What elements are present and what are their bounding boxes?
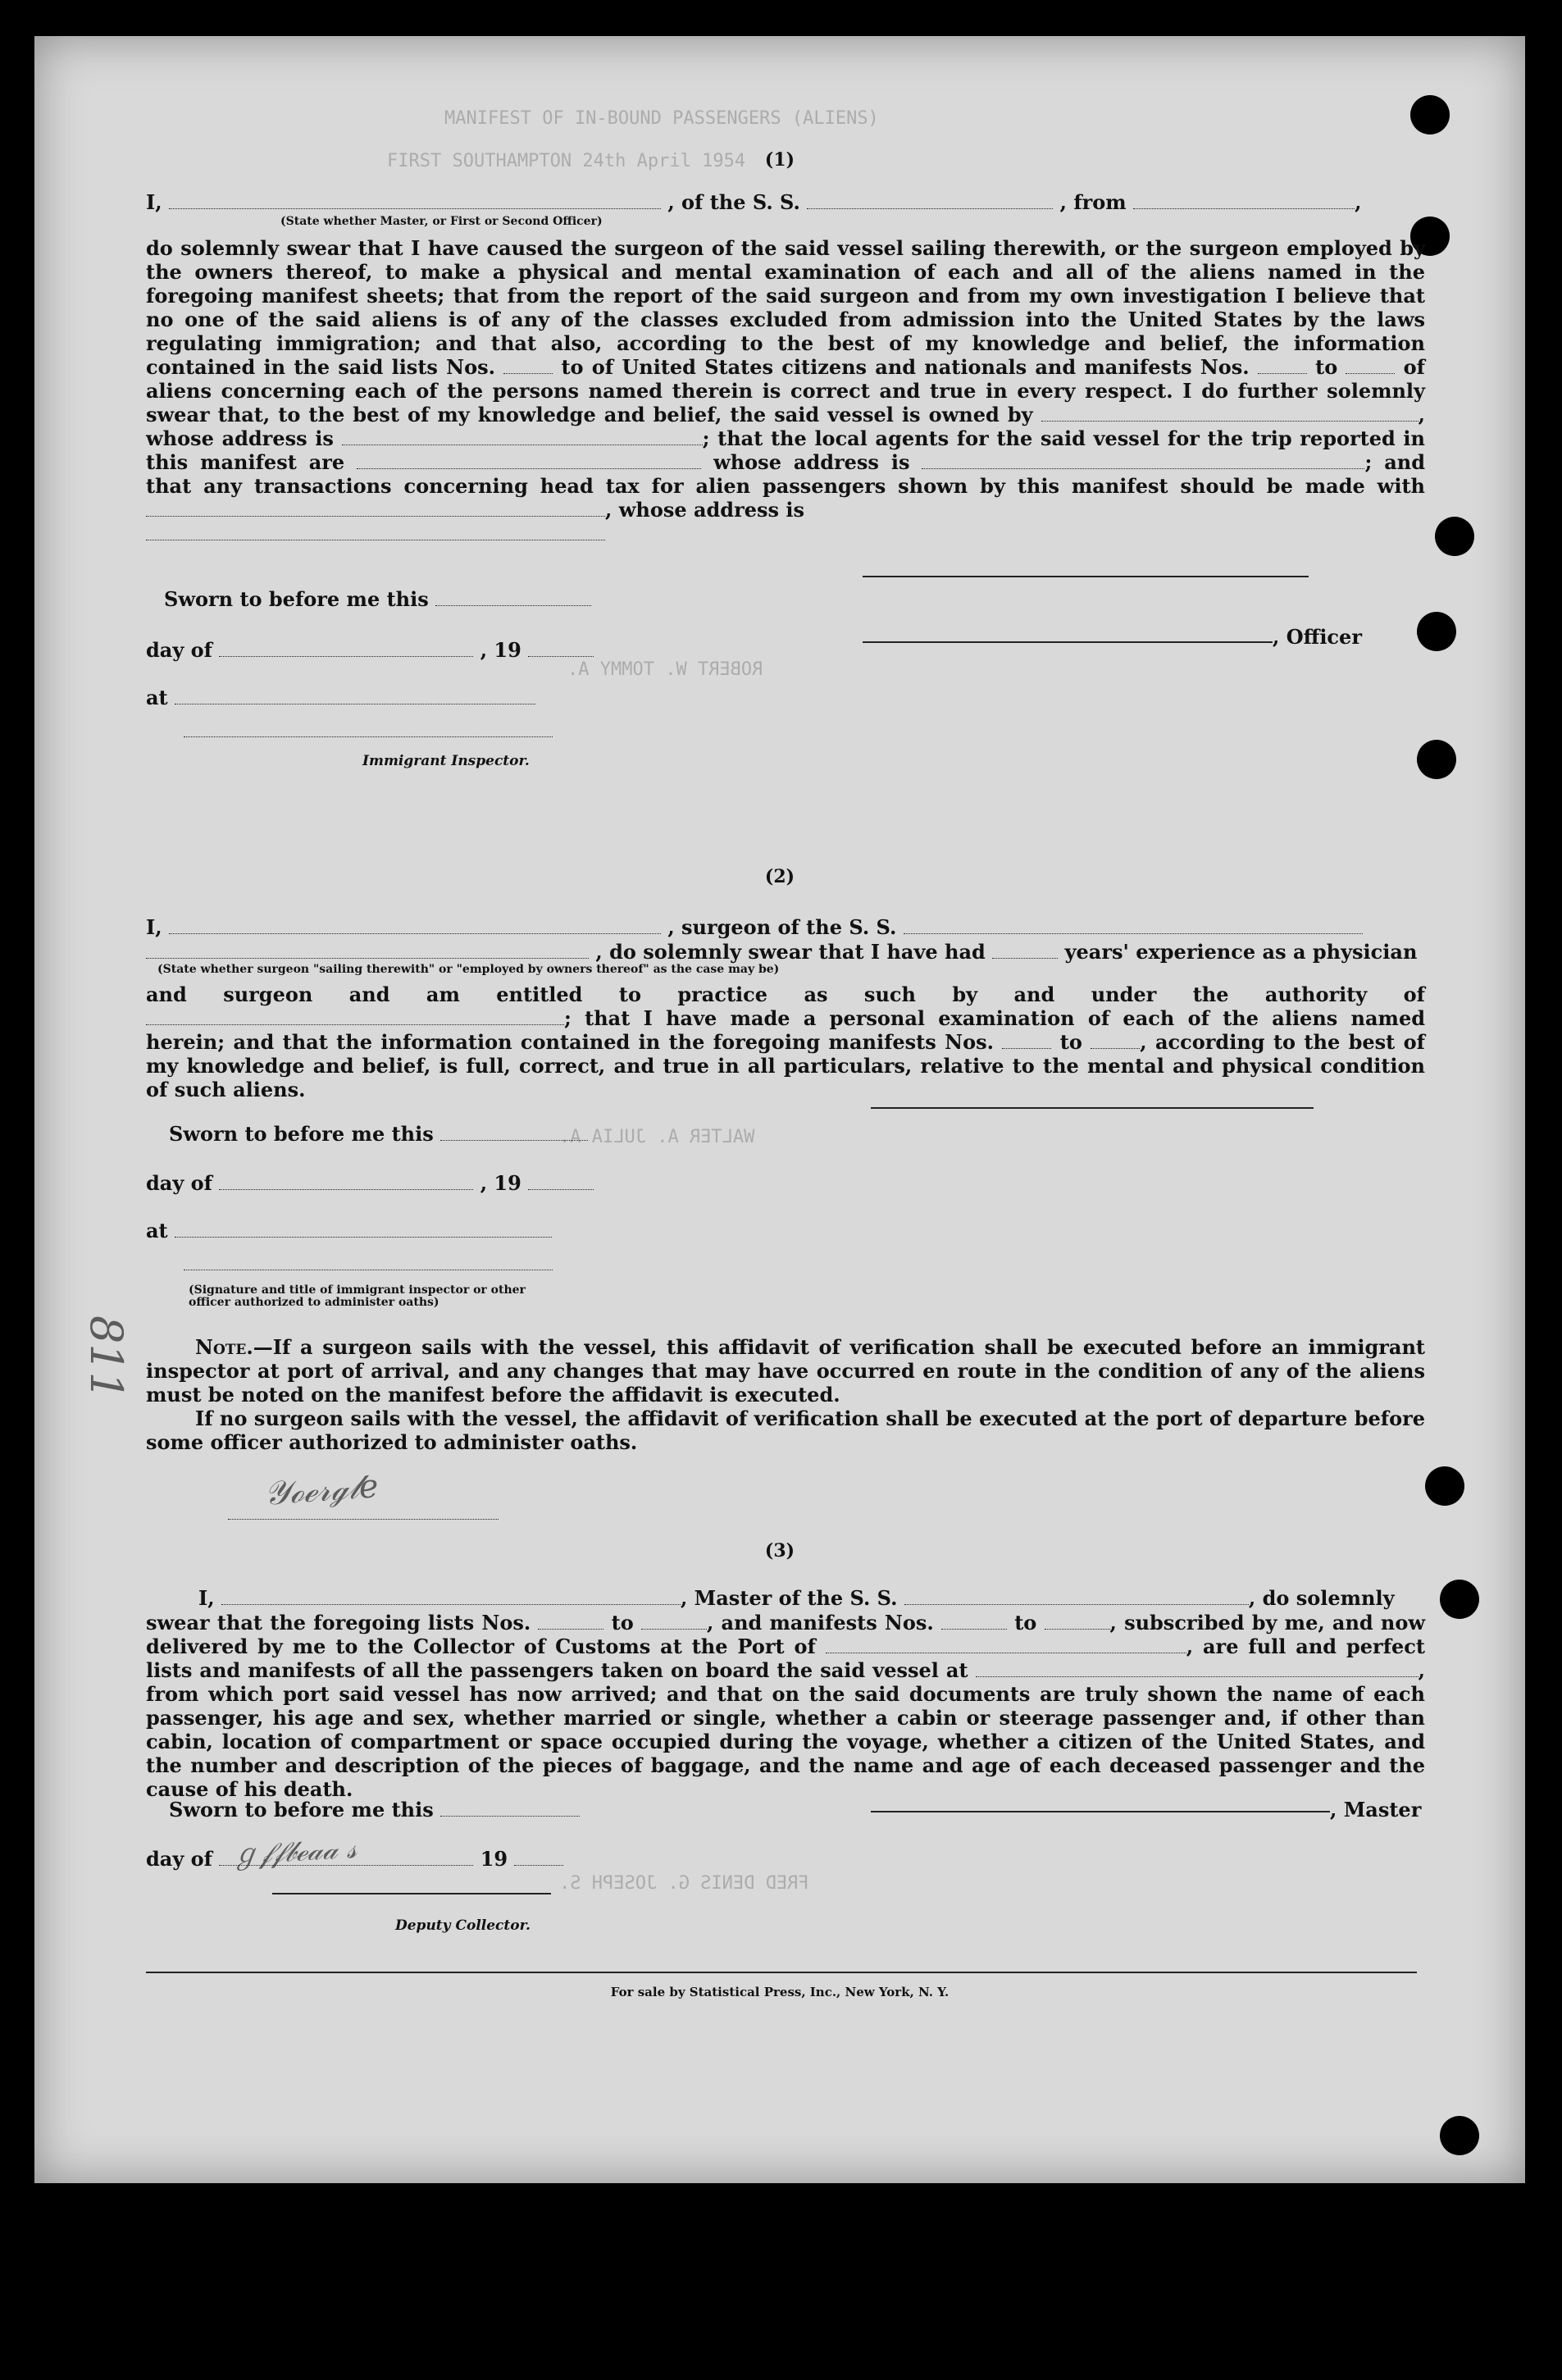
sworn-row-2 bbox=[169, 1122, 588, 1146]
section-1-body: do solemnly swear that I have caused the surgeon of the said vessel sailing therewith, or the surgeon employed by the owners thereof, to make a physical and mental examination of each and all of the aliens named in the foregoing manifest sheets; that from the report of the said surgeon and from my own investigation I believe that no one of the said aliens is of any of the classes excluded from admission into the United States by the laws regulating immigration; and that also, according to the best of my knowledge and belief, the information contained in the said lists Nos. to of United States citizens and nationals and manifests Nos. to of aliens concerning each of the persons named therein is correct and true in every respect. I do further solemnly swear that, to the best of my knowledge and belief, the said vessel is owned by , whose address is ; that the local agents for the said vessel for the trip reported in this manifest are whose address is ; and that any transactions concerning head tax for alien passengers shown by this manifest should be made with , whose address is bbox=[146, 236, 1426, 522]
sworn-day-field-3 bbox=[440, 1801, 580, 1817]
year-field-3 bbox=[514, 1850, 563, 1866]
section-3-body bbox=[146, 1611, 1425, 1801]
label-surgeon-of: , surgeon of the S. S. bbox=[667, 915, 897, 939]
punch-hole bbox=[1417, 612, 1456, 651]
surgeon-manifest-from bbox=[1002, 1033, 1051, 1049]
punch-hole bbox=[1440, 1580, 1479, 1619]
note-paragraph bbox=[146, 1335, 1425, 1454]
surgeon-type-field bbox=[146, 943, 589, 959]
section-2-number: (2) bbox=[764, 866, 795, 887]
agents-address-field bbox=[922, 454, 1364, 469]
year-field bbox=[528, 641, 594, 657]
punch-hole bbox=[1435, 517, 1474, 556]
section-1-line-1: I, , of the S. S. , from , bbox=[146, 190, 1362, 214]
signature-dotted-line bbox=[228, 1519, 499, 1520]
label-19: , 19 bbox=[480, 638, 521, 662]
manifest-no-to bbox=[1346, 358, 1395, 374]
at-row-1 bbox=[146, 686, 535, 709]
day-of-field bbox=[219, 641, 473, 657]
section-1-citizens-text: of United States citizens and nationals and manifests Nos. bbox=[591, 355, 1250, 379]
handwritten-date: ℊ𝒻𝒻𝒷ℯ𝒶𝒶 𝓈 bbox=[230, 1832, 357, 1872]
label-i: I, bbox=[146, 190, 162, 214]
master-label: , Master bbox=[1330, 1798, 1422, 1821]
owner-address-field bbox=[342, 430, 703, 445]
officer-label: , Officer bbox=[1273, 625, 1362, 649]
margin-handwritten-number: 811 bbox=[80, 1315, 133, 1401]
footer-rule bbox=[146, 1972, 1417, 1973]
label-from: , from bbox=[1059, 190, 1127, 214]
years-field bbox=[992, 943, 1058, 959]
section-2-text-3: , according to the best of my knowledge and belief, is full, correct, and true in all particulars, relative to the mental and physical condition of such aliens. bbox=[146, 1030, 1425, 1101]
label-to: to bbox=[611, 1611, 634, 1635]
punch-hole bbox=[1410, 95, 1450, 135]
section-2-line-1 bbox=[146, 915, 1363, 939]
section-1-number: (1) bbox=[764, 149, 795, 171]
label-sworn: Sworn to before me this bbox=[169, 1798, 434, 1821]
owner-field bbox=[1041, 406, 1419, 422]
at-row-2 bbox=[146, 1219, 552, 1242]
day-of-field-2 bbox=[219, 1174, 473, 1190]
surgeon-note: (State whether surgeon "sailing therewith" or "employed by owners thereof" as the case may be) bbox=[157, 963, 780, 976]
day-of-row-1 bbox=[146, 638, 594, 662]
deputy-signature-line bbox=[272, 1893, 551, 1894]
note-label: Note. bbox=[195, 1335, 253, 1359]
label-day-of: day of bbox=[146, 1171, 212, 1195]
punch-hole bbox=[1417, 740, 1456, 779]
sworn-row-1 bbox=[164, 587, 591, 611]
list-no-from bbox=[503, 358, 553, 374]
from-port-field bbox=[1133, 194, 1355, 209]
footer-printer-credit: For sale by Statistical Press, Inc., New York, N. Y. bbox=[610, 1985, 949, 1999]
deputy-collector-label: Deputy Collector. bbox=[395, 1917, 531, 1934]
bleed-through-text: FRED DENIS G. JOSEPH S. bbox=[559, 1873, 809, 1894]
officer-note: (State whether Master, or First or Second Officer) bbox=[280, 215, 603, 228]
section-2-text-2: that I have made a personal examination of each of the aliens named herein; and that the information contained in the foregoing manifests Nos. bbox=[146, 1006, 1426, 1054]
handwritten-signature: 𝒴ℴℯ𝓇ℊ𝓁𝑒 bbox=[262, 1467, 380, 1513]
lists-from bbox=[538, 1614, 603, 1630]
section-3-text-4: port said vessel has now arrived; and that on the said documents are truly shown the name of each passenger, his age and sex, whether married or single, whether a cabin or steerage passenger and, if other than cabin, location of compartment or space occupied during the voyage, whether a citizen of the United States, and the number and description of the pieces of baggage, and the name and age of each deceased passenger and the cause of his death. bbox=[146, 1682, 1425, 1801]
label-years: years' experience as a physician bbox=[1064, 940, 1418, 964]
label-i: I, bbox=[146, 915, 162, 939]
label-sworn: Sworn to before me this bbox=[164, 587, 429, 611]
section-2-line-2 bbox=[146, 940, 1417, 964]
label-do-solemnly: , do solemnly bbox=[1248, 1586, 1395, 1610]
vessel-name-field bbox=[807, 194, 1053, 209]
master-signature-line bbox=[871, 1811, 1330, 1812]
surgeon-vessel-field bbox=[904, 919, 1363, 934]
sworn-day-field-2 bbox=[440, 1125, 588, 1141]
agents-field bbox=[357, 454, 701, 469]
note-text: —If a surgeon sails with the vessel, this affidavit of verification shall be executed before an immigrant inspector at port of arrival, and any changes that may have occurred en route in the condition of any of the aliens must be noted on the manifest before the affidavit is executed. bbox=[146, 1335, 1425, 1407]
section-3-line-1 bbox=[198, 1586, 1395, 1610]
label-to: to bbox=[561, 355, 584, 379]
label-sworn: Sworn to before me this bbox=[169, 1122, 434, 1146]
section-3-text-3: , are full and perfect lists and manifests of all the passengers taken on board the said vessel at bbox=[146, 1635, 1425, 1682]
master-name-field bbox=[221, 1589, 681, 1605]
label-whose-address: , whose address is bbox=[146, 403, 1425, 450]
authority-field bbox=[146, 1010, 564, 1025]
manifest-no-from bbox=[1258, 358, 1307, 374]
section-2-body: and surgeon and am entitled to practice as such by and under the authority of ; that I have made a personal examination of each of the aliens named herein; and that the information contained in the foregoing manifests Nos. to , according to the best of my knowledge and belief, is full, correct, and true in all particulars, relative to the mental and physical condition of such aliens. bbox=[146, 983, 1426, 1101]
manifests-from bbox=[941, 1614, 1007, 1630]
label-at: at bbox=[146, 1219, 168, 1242]
section-1-text: do solemnly swear that I have caused the surgeon of the said vessel sailing therewith, or the surgeon employed by the owners thereof, to make a physical and mental examination of each and all of the aliens named in the foregoing manifest sheets; that from the report of the said surgeon and from my own investigation I believe that no one of the said aliens is of any of the classes excluded from admission into the United States by the laws regulating immigration; and that also, according to the best of my knowledge and belief, the information contained in the said lists Nos. bbox=[146, 236, 1425, 379]
section-1-agents-text: that the local agents for the said vessel for the trip reported in this manifest are bbox=[146, 426, 1425, 474]
signature-title-note: (Signature and title of immigrant inspector or other officer authorized to administer oaths) bbox=[189, 1283, 526, 1309]
label-manifests-nos: , and manifests Nos. bbox=[706, 1611, 934, 1635]
bleed-through-text: FIRST SOUTHAMPTON 24th April 1954 bbox=[387, 151, 746, 171]
label-to: to bbox=[1014, 1611, 1037, 1635]
label-19: 19 bbox=[480, 1847, 508, 1871]
section-1-headtax-text: ; and that any transactions concerning head tax for alien passengers shown by this manifest should be made with bbox=[146, 450, 1426, 498]
label-day-of: day of bbox=[146, 638, 212, 662]
label-i: I, bbox=[198, 1586, 215, 1610]
sworn-day-field bbox=[435, 590, 591, 606]
surgeon-signature-line bbox=[871, 1107, 1314, 1109]
master-vessel-field bbox=[904, 1589, 1249, 1605]
punch-hole bbox=[1425, 1466, 1464, 1506]
manifest-back-page bbox=[34, 36, 1525, 2183]
officer-name-field bbox=[169, 194, 661, 209]
label-swear: , do solemnly swear that I have had bbox=[595, 940, 986, 964]
bleed-through-text: WALTER A. JULIA A. bbox=[559, 1127, 755, 1147]
headtax-contact-field bbox=[146, 501, 605, 517]
lists-to bbox=[641, 1614, 707, 1630]
label-whose-address-3: , whose address is bbox=[605, 498, 804, 522]
year-field-2 bbox=[528, 1174, 594, 1190]
label-day-of: day of bbox=[146, 1847, 212, 1871]
sworn-row-3 bbox=[169, 1798, 580, 1821]
label-from-which: , from which bbox=[146, 1658, 1425, 1706]
section-3-text-2: , subscribed by me, and now delivered by me to the Collector of Customs at the Port of bbox=[146, 1611, 1426, 1658]
officer-signature-line-1 bbox=[863, 576, 1309, 577]
port-field bbox=[826, 1638, 1186, 1653]
bleed-through-text: MANIFEST OF IN-BOUND PASSENGERS (ALIENS) bbox=[444, 108, 879, 129]
label-at: at bbox=[146, 686, 168, 709]
label-to: to bbox=[1059, 1030, 1082, 1054]
surgeon-name-field bbox=[169, 919, 661, 934]
section-1-aliens-text: of aliens concerning each of the persons named therein is correct and true in every respect. I do further solemnly swear that, to the best of my knowledge and belief, the said vessel is owned by bbox=[146, 355, 1426, 426]
officer-signature-line-2 bbox=[863, 641, 1273, 643]
section-3-number: (3) bbox=[764, 1540, 795, 1562]
section-2-text-1: and surgeon and am entitled to practice as such by and under the authority of bbox=[146, 983, 1425, 1006]
label-whose-address-2: whose address is bbox=[713, 450, 910, 474]
day-of-row-2 bbox=[146, 1171, 594, 1195]
at-field-2 bbox=[175, 1222, 552, 1238]
manifests-to bbox=[1045, 1614, 1110, 1630]
note-text-2: If no surgeon sails with the vessel, the affidavit of verification shall be executed at the port of departure before some officer authorized to administer oaths. bbox=[146, 1407, 1425, 1454]
section-3-text-1: swear that the foregoing lists Nos. bbox=[146, 1611, 531, 1635]
at-field bbox=[175, 689, 535, 704]
label-of-ss: , of the S. S. bbox=[667, 190, 800, 214]
bleed-through-text: ROBERT W. TOMMY A. bbox=[567, 659, 763, 680]
departure-port-field bbox=[976, 1662, 1419, 1677]
immigrant-inspector-label: Immigrant Inspector. bbox=[362, 753, 530, 769]
punch-hole bbox=[1440, 2116, 1479, 2155]
label-master-of: , Master of the S. S. bbox=[680, 1586, 898, 1610]
label-19: , 19 bbox=[480, 1171, 521, 1195]
label-to: to bbox=[1315, 355, 1338, 379]
inspector-signature-line bbox=[184, 736, 553, 737]
surgeon-manifest-to bbox=[1091, 1033, 1140, 1049]
